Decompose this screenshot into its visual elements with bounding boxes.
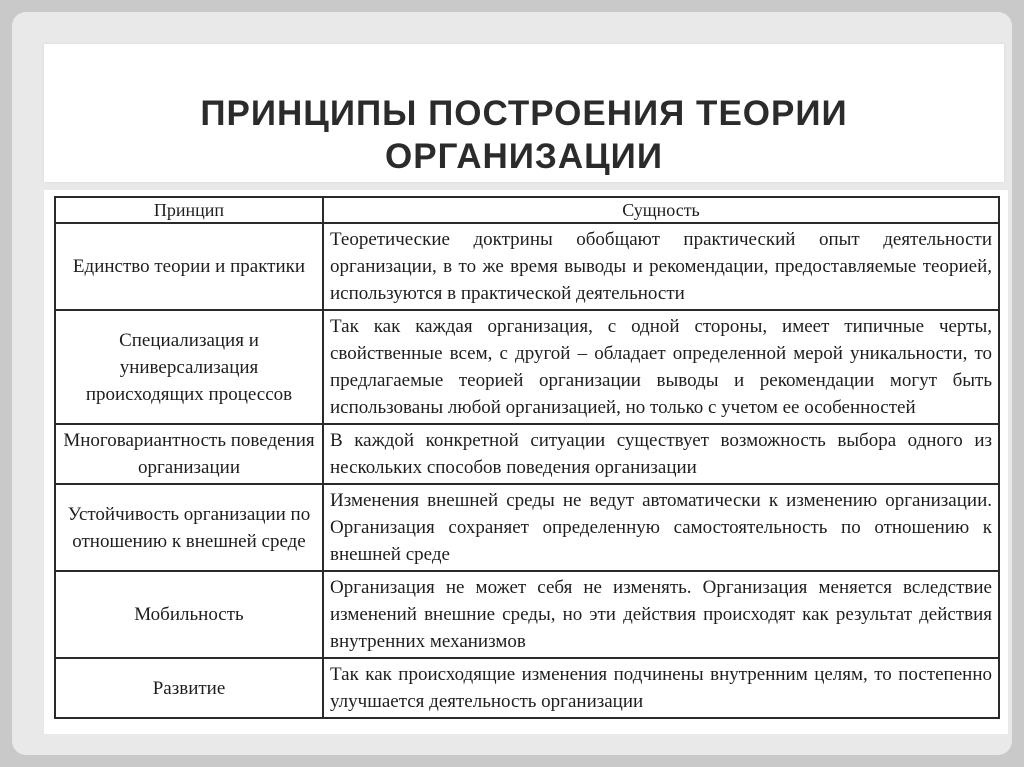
principle-cell: Развитие [55,658,323,718]
table-row [55,424,999,484]
essence-cell: Теоретические доктрины обобщают практический опыт деятельности организации, в то же время выводы и рекомендации, предоставляемые теорией, используются в практической деятельности [323,223,999,310]
slide-background [12,12,1012,755]
principle-cell: Единство теории и практики [55,223,323,310]
essence-cell: Изменения внешней среды не ведут автоматически к изменению организации. Организация сохраняет определенную самостоятельность по отношению к внешней среде [323,484,999,571]
header-principle: Принцип [55,197,323,223]
principle-cell: Специализация и универсализация происходящих процессов [55,310,323,424]
table-header-row [55,197,999,223]
principle-cell: Многовариантность поведения организации [55,424,323,484]
table-panel [44,190,1008,734]
essence-cell: Так как каждая организация, с одной стороны, имеет типичные черты, свойственные всем, с другой – обладает определенной мерой уникальности, то предлагаемые теорией организации выводы и рекомендации могут быть использованы любой организацией, но только с учетом ее особенностей [323,310,999,424]
principles-table [54,196,1000,719]
table-row [55,310,999,424]
table-row [55,658,999,718]
table-row [55,223,999,310]
header-essence: Сущность [323,197,999,223]
essence-cell: Организация не может себя не изменять. Организация меняется вследствие изменений внешние среды, но эти действия происходят как результат действия внутренних механизмов [323,571,999,658]
principle-cell: Мобильность [55,571,323,658]
essence-cell: В каждой конкретной ситуации существует возможность выбора одного из нескольких способов поведения организации [323,424,999,484]
title-panel [44,44,1004,182]
principle-cell: Устойчивость организации по отношению к внешней среде [55,484,323,571]
table-row [55,571,999,658]
essence-cell: Так как происходящие изменения подчинены внутренним целям, то постепенно улучшается деятельность организации [323,658,999,718]
slide-title: ПРИНЦИПЫ ПОСТРОЕНИЯ ТЕОРИИ ОРГАНИЗАЦИИ [200,94,848,176]
table-row [55,484,999,571]
